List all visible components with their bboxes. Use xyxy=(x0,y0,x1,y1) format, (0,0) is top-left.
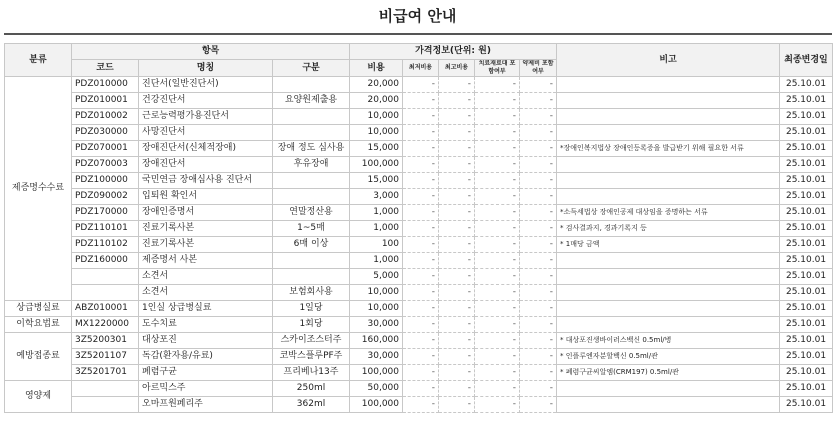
cell-code: PDZ070001 xyxy=(72,141,139,157)
cell-updated: 25.10.01 xyxy=(780,333,833,349)
cell-cost: 100 xyxy=(350,237,403,253)
cell-min-cost: - xyxy=(403,125,439,141)
cell-drug-included: - xyxy=(520,173,557,189)
cell-max-cost: - xyxy=(439,237,475,253)
cell-type: 요양원제출용 xyxy=(273,93,350,109)
header-min-cost: 최저비용 xyxy=(403,60,439,77)
table-body xyxy=(5,77,833,413)
cell-updated: 25.10.01 xyxy=(780,285,833,301)
cell-min-cost: - xyxy=(403,301,439,317)
cell-type: 프리베나13주 xyxy=(273,365,350,381)
cell-type xyxy=(273,269,350,285)
cell-category: 예방접종료 xyxy=(5,333,72,381)
cell-updated: 25.10.01 xyxy=(780,349,833,365)
cell-updated: 25.10.01 xyxy=(780,141,833,157)
cell-max-cost: - xyxy=(439,189,475,205)
cell-code xyxy=(72,285,139,301)
cell-cost: 1,000 xyxy=(350,221,403,237)
cell-updated: 25.10.01 xyxy=(780,381,833,397)
cell-min-cost: - xyxy=(403,221,439,237)
cell-note xyxy=(557,317,780,333)
cell-drug-included: - xyxy=(520,397,557,413)
cell-name: 건강진단서 xyxy=(139,93,273,109)
cell-max-cost: - xyxy=(439,205,475,221)
cell-min-cost: - xyxy=(403,317,439,333)
cell-cost: 1,000 xyxy=(350,205,403,221)
cell-min-cost: - xyxy=(403,253,439,269)
cell-max-cost: - xyxy=(439,285,475,301)
cell-drug-included: - xyxy=(520,269,557,285)
cell-type: 보험회사용 xyxy=(273,285,350,301)
table-row xyxy=(5,269,833,285)
cell-code: PDZ030000 xyxy=(72,125,139,141)
cell-type: 6매 이상 xyxy=(273,237,350,253)
cell-type: 스카이조스터주 xyxy=(273,333,350,349)
header-drug-included: 약제비 포함여부 xyxy=(520,60,557,77)
table-row xyxy=(5,141,833,157)
cell-code: PDZ090002 xyxy=(72,189,139,205)
cell-name: 오마프원페리주 xyxy=(139,397,273,413)
cell-category: 영양제 xyxy=(5,381,72,413)
cell-treatment-included: - xyxy=(475,157,520,173)
cell-name: 국민연금 장애심사용 진단서 xyxy=(139,173,273,189)
cell-drug-included: - xyxy=(520,237,557,253)
cell-note xyxy=(557,253,780,269)
cell-treatment-included: - xyxy=(475,93,520,109)
cell-drug-included: - xyxy=(520,285,557,301)
cell-treatment-included: - xyxy=(475,253,520,269)
cell-updated: 25.10.01 xyxy=(780,317,833,333)
cell-name: 1인실 상급병실료 xyxy=(139,301,273,317)
cell-name: 제증명서 사본 xyxy=(139,253,273,269)
cell-treatment-included: - xyxy=(475,221,520,237)
cell-type: 1~5매 xyxy=(273,221,350,237)
table-row xyxy=(5,173,833,189)
cell-note xyxy=(557,269,780,285)
cell-note xyxy=(557,157,780,173)
cell-cost: 30,000 xyxy=(350,317,403,333)
header-category: 분류 xyxy=(5,44,72,77)
cell-treatment-included: - xyxy=(475,349,520,365)
cell-cost: 30,000 xyxy=(350,349,403,365)
cell-name: 장애인증명서 xyxy=(139,205,273,221)
cell-name: 진료기록사본 xyxy=(139,221,273,237)
cell-drug-included: - xyxy=(520,77,557,93)
cell-name: 도수치료 xyxy=(139,317,273,333)
table-row xyxy=(5,253,833,269)
cell-updated: 25.10.01 xyxy=(780,397,833,413)
header-max-cost: 최고비용 xyxy=(439,60,475,77)
cell-drug-included: - xyxy=(520,157,557,173)
cell-drug-included: - xyxy=(520,301,557,317)
cell-max-cost: - xyxy=(439,269,475,285)
cell-type xyxy=(273,77,350,93)
cell-name: 장애진단서(신체적장애) xyxy=(139,141,273,157)
cell-updated: 25.10.01 xyxy=(780,205,833,221)
cell-code: PDZ010000 xyxy=(72,77,139,93)
cell-updated: 25.10.01 xyxy=(780,93,833,109)
cell-code: PDZ100000 xyxy=(72,173,139,189)
cell-category: 제증명수수료 xyxy=(5,77,72,301)
cell-name: 근로능력평가용진단서 xyxy=(139,109,273,125)
cell-treatment-included: - xyxy=(475,237,520,253)
table-row xyxy=(5,349,833,365)
cell-min-cost: - xyxy=(403,141,439,157)
cell-type: 1회당 xyxy=(273,317,350,333)
table-row xyxy=(5,317,833,333)
header-type: 구분 xyxy=(273,60,350,77)
cell-name: 아르믹스주 xyxy=(139,381,273,397)
cell-cost: 10,000 xyxy=(350,285,403,301)
cell-min-cost: - xyxy=(403,173,439,189)
cell-code: ABZ010001 xyxy=(72,301,139,317)
cell-max-cost: - xyxy=(439,317,475,333)
cell-cost: 100,000 xyxy=(350,365,403,381)
cell-drug-included: - xyxy=(520,125,557,141)
cell-code: 3Z5201701 xyxy=(72,365,139,381)
cell-treatment-included: - xyxy=(475,269,520,285)
cell-treatment-included: - xyxy=(475,317,520,333)
cell-note xyxy=(557,173,780,189)
cell-min-cost: - xyxy=(403,237,439,253)
cell-updated: 25.10.01 xyxy=(780,237,833,253)
cell-updated: 25.10.01 xyxy=(780,365,833,381)
cell-drug-included: - xyxy=(520,221,557,237)
cell-drug-included: - xyxy=(520,189,557,205)
cell-max-cost: - xyxy=(439,157,475,173)
cell-name: 사망진단서 xyxy=(139,125,273,141)
cell-cost: 5,000 xyxy=(350,269,403,285)
cell-treatment-included: - xyxy=(475,397,520,413)
header-item-group: 항목 xyxy=(72,44,350,60)
cell-treatment-included: - xyxy=(475,189,520,205)
cell-cost: 160,000 xyxy=(350,333,403,349)
cell-note xyxy=(557,93,780,109)
cell-code: PDZ110102 xyxy=(72,237,139,253)
cell-drug-included: - xyxy=(520,109,557,125)
cell-note xyxy=(557,397,780,413)
cell-code: PDZ070003 xyxy=(72,157,139,173)
cell-cost: 100,000 xyxy=(350,397,403,413)
table-row xyxy=(5,381,833,397)
cell-treatment-included: - xyxy=(475,205,520,221)
cell-code xyxy=(72,381,139,397)
cell-note: * 대상포진생바이러스백신 0.5ml/병 xyxy=(557,333,780,349)
cell-treatment-included: - xyxy=(475,77,520,93)
cell-treatment-included: - xyxy=(475,365,520,381)
cell-max-cost: - xyxy=(439,381,475,397)
cell-min-cost: - xyxy=(403,77,439,93)
header-name: 명칭 xyxy=(139,60,273,77)
cell-max-cost: - xyxy=(439,109,475,125)
cell-max-cost: - xyxy=(439,141,475,157)
cell-code: PDZ160000 xyxy=(72,253,139,269)
table-row xyxy=(5,333,833,349)
cell-type: 362ml xyxy=(273,397,350,413)
cell-max-cost: - xyxy=(439,77,475,93)
cell-drug-included: - xyxy=(520,349,557,365)
cell-drug-included: - xyxy=(520,253,557,269)
cell-cost: 100,000 xyxy=(350,157,403,173)
table-row xyxy=(5,93,833,109)
table-row xyxy=(5,237,833,253)
cell-note: * 1매당 금액 xyxy=(557,237,780,253)
cell-cost: 1,000 xyxy=(350,253,403,269)
cell-cost: 10,000 xyxy=(350,109,403,125)
cell-code: PDZ110101 xyxy=(72,221,139,237)
table-row xyxy=(5,285,833,301)
cell-min-cost: - xyxy=(403,333,439,349)
header-cost: 비용 xyxy=(350,60,403,77)
cell-name: 소견서 xyxy=(139,285,273,301)
cell-code: PDZ170000 xyxy=(72,205,139,221)
cell-updated: 25.10.01 xyxy=(780,109,833,125)
cell-treatment-included: - xyxy=(475,333,520,349)
cell-category: 상급병실료 xyxy=(5,301,72,317)
cell-drug-included: - xyxy=(520,381,557,397)
cell-min-cost: - xyxy=(403,157,439,173)
table-row xyxy=(5,301,833,317)
cell-type xyxy=(273,173,350,189)
cell-max-cost: - xyxy=(439,173,475,189)
table-row xyxy=(5,77,833,93)
cell-note: *장애인복지법상 장애인등록증을 발급받기 위해 필요한 서류 xyxy=(557,141,780,157)
cell-min-cost: - xyxy=(403,93,439,109)
cell-updated: 25.10.01 xyxy=(780,157,833,173)
header-note: 비고 xyxy=(557,44,780,77)
cell-treatment-included: - xyxy=(475,125,520,141)
cell-updated: 25.10.01 xyxy=(780,125,833,141)
cell-type: 연말정산용 xyxy=(273,205,350,221)
cell-cost: 20,000 xyxy=(350,93,403,109)
cell-drug-included: - xyxy=(520,205,557,221)
cell-cost: 3,000 xyxy=(350,189,403,205)
cell-note xyxy=(557,285,780,301)
cell-updated: 25.10.01 xyxy=(780,301,833,317)
cell-treatment-included: - xyxy=(475,141,520,157)
cell-max-cost: - xyxy=(439,349,475,365)
cell-drug-included: - xyxy=(520,93,557,109)
cell-type: 코박스플루PF주 xyxy=(273,349,350,365)
table-row xyxy=(5,205,833,221)
cell-note xyxy=(557,77,780,93)
cell-updated: 25.10.01 xyxy=(780,221,833,237)
cell-min-cost: - xyxy=(403,365,439,381)
cell-note xyxy=(557,109,780,125)
cell-min-cost: - xyxy=(403,205,439,221)
cell-type: 후유장애 xyxy=(273,157,350,173)
cell-name: 대상포진 xyxy=(139,333,273,349)
cell-type xyxy=(273,125,350,141)
cell-drug-included: - xyxy=(520,141,557,157)
cell-note xyxy=(557,301,780,317)
cell-type: 1일당 xyxy=(273,301,350,317)
title-divider xyxy=(4,33,832,35)
cell-code xyxy=(72,397,139,413)
cell-updated: 25.10.01 xyxy=(780,253,833,269)
cell-code: PDZ010002 xyxy=(72,109,139,125)
cell-updated: 25.10.01 xyxy=(780,189,833,205)
cell-note xyxy=(557,381,780,397)
cell-min-cost: - xyxy=(403,269,439,285)
header-treatment-included: 치료재료대 포함여부 xyxy=(475,60,520,77)
cell-max-cost: - xyxy=(439,301,475,317)
cell-treatment-included: - xyxy=(475,301,520,317)
cell-cost: 15,000 xyxy=(350,141,403,157)
cell-code xyxy=(72,269,139,285)
cell-note xyxy=(557,125,780,141)
cell-max-cost: - xyxy=(439,253,475,269)
cell-min-cost: - xyxy=(403,189,439,205)
cell-note: * 검사결과지, 경과기록지 등 xyxy=(557,221,780,237)
cell-name: 소견서 xyxy=(139,269,273,285)
cell-cost: 20,000 xyxy=(350,77,403,93)
cell-treatment-included: - xyxy=(475,173,520,189)
table-row xyxy=(5,125,833,141)
cell-code: 3Z5200301 xyxy=(72,333,139,349)
cell-max-cost: - xyxy=(439,221,475,237)
cell-max-cost: - xyxy=(439,333,475,349)
cell-drug-included: - xyxy=(520,365,557,381)
cell-note xyxy=(557,189,780,205)
cell-min-cost: - xyxy=(403,109,439,125)
cell-note: * 인플루엔자분할백신 0.5ml/관 xyxy=(557,349,780,365)
cell-type xyxy=(273,109,350,125)
cell-max-cost: - xyxy=(439,93,475,109)
cell-updated: 25.10.01 xyxy=(780,173,833,189)
cell-cost: 15,000 xyxy=(350,173,403,189)
table-row xyxy=(5,221,833,237)
cell-note: * 폐렴구균씨알엠(CRM197) 0.5ml/관 xyxy=(557,365,780,381)
cell-drug-included: - xyxy=(520,333,557,349)
cell-name: 입퇴원 확인서 xyxy=(139,189,273,205)
cell-name: 장애진단서 xyxy=(139,157,273,173)
cell-type: 250ml xyxy=(273,381,350,397)
cell-max-cost: - xyxy=(439,397,475,413)
table-row xyxy=(5,189,833,205)
cell-name: 폐렴구균 xyxy=(139,365,273,381)
cell-min-cost: - xyxy=(403,381,439,397)
cell-cost: 10,000 xyxy=(350,125,403,141)
cell-treatment-included: - xyxy=(475,381,520,397)
cell-code: PDZ010001 xyxy=(72,93,139,109)
header-code: 코드 xyxy=(72,60,139,77)
cell-min-cost: - xyxy=(403,397,439,413)
fee-table xyxy=(4,43,833,413)
cell-name: 독감(환자용/유료) xyxy=(139,349,273,365)
cell-cost: 10,000 xyxy=(350,301,403,317)
cell-max-cost: - xyxy=(439,365,475,381)
page-title: 비급여 안내 xyxy=(378,7,457,25)
cell-updated: 25.10.01 xyxy=(780,77,833,93)
cell-code: MX1220000 xyxy=(72,317,139,333)
table-row xyxy=(5,397,833,413)
table-row xyxy=(5,109,833,125)
cell-name: 진단서(일반진단서) xyxy=(139,77,273,93)
cell-type xyxy=(273,189,350,205)
cell-updated: 25.10.01 xyxy=(780,269,833,285)
header-updated: 최종변경일 xyxy=(780,44,833,77)
cell-drug-included: - xyxy=(520,317,557,333)
table-row xyxy=(5,157,833,173)
cell-code: 3Z5201107 xyxy=(72,349,139,365)
cell-name: 진료기록사본 xyxy=(139,237,273,253)
cell-max-cost: - xyxy=(439,125,475,141)
cell-note: *소득세법상 장애인공제 대상임을 증명하는 서류 xyxy=(557,205,780,221)
table-row xyxy=(5,365,833,381)
cell-min-cost: - xyxy=(403,285,439,301)
header-price-group: 가격정보(단위: 원) xyxy=(350,44,557,60)
cell-cost: 50,000 xyxy=(350,381,403,397)
cell-type: 장애 정도 심사용 xyxy=(273,141,350,157)
cell-min-cost: - xyxy=(403,349,439,365)
cell-treatment-included: - xyxy=(475,109,520,125)
cell-treatment-included: - xyxy=(475,285,520,301)
cell-category: 이학요법료 xyxy=(5,317,72,333)
cell-type xyxy=(273,253,350,269)
